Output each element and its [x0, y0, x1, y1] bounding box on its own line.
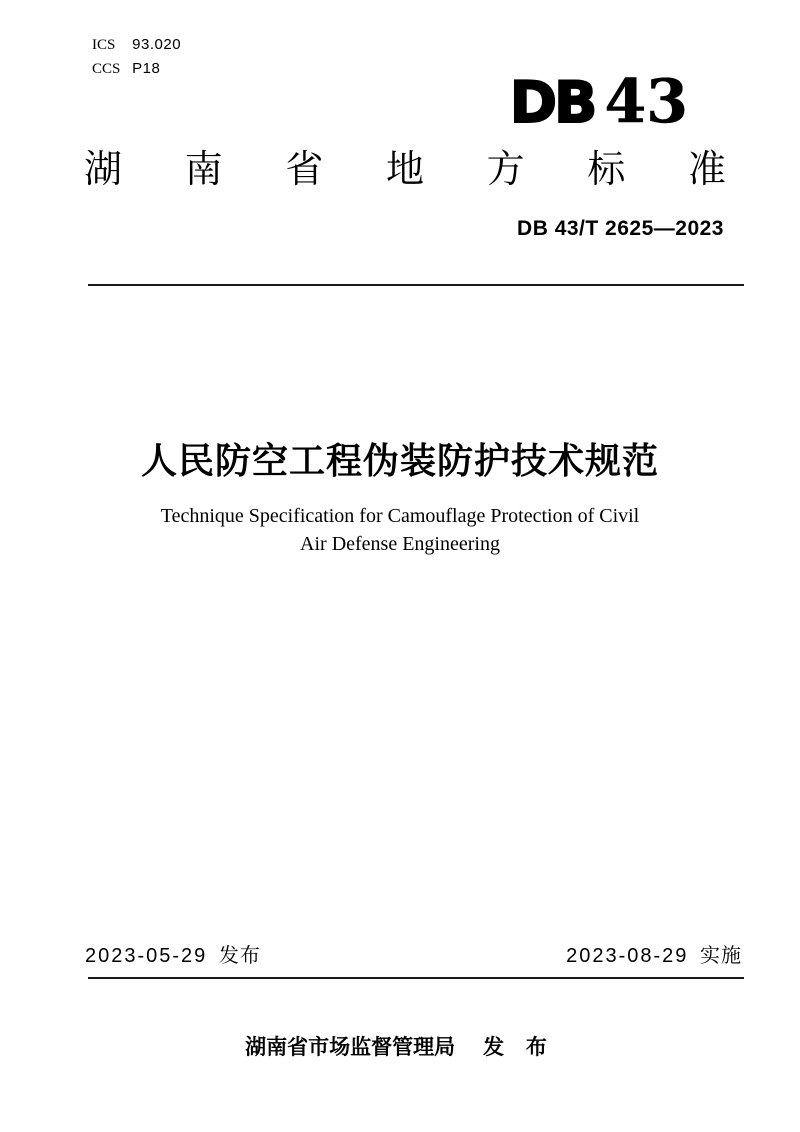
ccs-value: P18	[132, 60, 161, 77]
publisher-line	[0, 1031, 800, 1061]
ccs-label: CCS	[92, 61, 121, 77]
implementation-date-label: 实施	[700, 945, 742, 967]
classification-codes	[92, 33, 181, 81]
db-logo-letters: DB	[509, 70, 595, 136]
db-logo-region-number: 43	[604, 67, 688, 137]
document-title-en	[0, 502, 800, 558]
document-title-zh: 人民防空工程伪装防护技术规范	[140, 440, 659, 481]
standard-type-heading: 湖南省地方标准	[84, 149, 726, 191]
release-date-label: 发布	[218, 945, 261, 967]
dates-row	[85, 944, 742, 968]
footer-divider-line	[88, 977, 744, 979]
standard-number: DB 43/T 2625—2023	[517, 217, 724, 240]
document-title-en-line2: Air Defense Engineering	[300, 533, 500, 555]
implementation-date-block	[566, 944, 742, 968]
document-title-en-line1: Technique Specification for Camouflage Protection of Civil	[160, 505, 640, 527]
db-logo	[509, 67, 688, 137]
ccs-line	[92, 57, 181, 81]
ics-label: ICS	[92, 37, 116, 53]
release-date-block	[85, 944, 261, 968]
ics-line	[92, 33, 181, 57]
release-date-value: 2023-05-29	[85, 945, 208, 967]
publisher-action: 发 布	[483, 1036, 555, 1059]
publisher-name: 湖南省市场监督管理局	[245, 1036, 456, 1059]
header-divider-line	[88, 284, 744, 286]
implementation-date-value: 2023-08-29	[566, 945, 689, 967]
ics-value: 93.020	[132, 36, 182, 53]
